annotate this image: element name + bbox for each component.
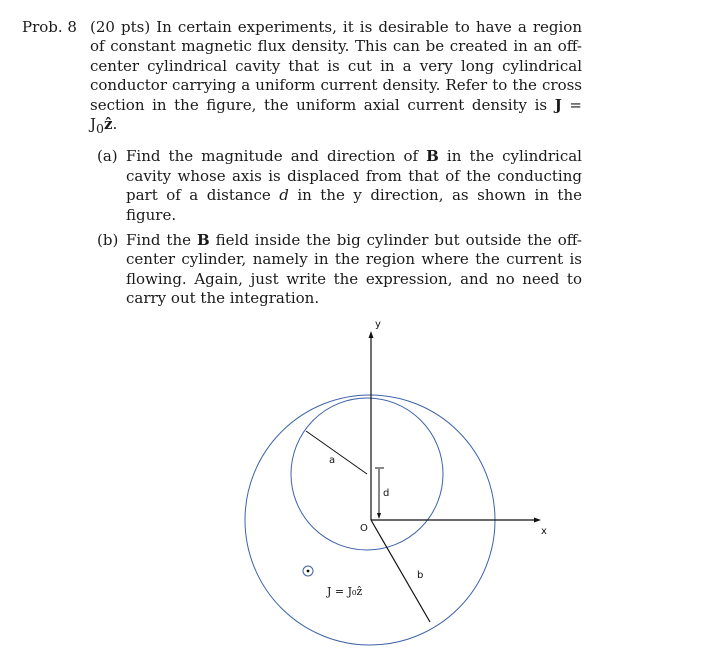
y-axis-arrowhead — [369, 331, 374, 338]
part-b-text-1: Find the — [126, 231, 191, 250]
x-axis-label: x — [541, 526, 547, 537]
offset-label: d — [383, 488, 390, 499]
current-density-period: . — [112, 115, 118, 134]
problem-intro-text: In certain experiments, it is desirable to have a region of constant magnetic flux density. This can be created in an off-center cylindrical cavity that is cut in a very long cylindrical conductor carrying a uniform current density. Refer to the cross section in the figure, the uniform axial current density is — [90, 18, 582, 114]
part-a-text-2: in the cylindrical cavity whose axis is displaced from that of the conducting part of a distance — [126, 147, 582, 205]
big-radius-label: b — [417, 570, 424, 581]
cavity-radius-line — [306, 431, 367, 474]
cavity-radius-label: a — [329, 455, 336, 466]
part-b-text-2: field inside the big cylinder but outside the off-center cylinder, namely in the region where the current is flowing. Again, just write the expression, and no need to carry out the integration. — [126, 231, 582, 308]
part-b-label: (b) — [97, 231, 119, 250]
part-a-label: (a) — [97, 147, 118, 166]
current-density-symbol: J — [554, 95, 562, 114]
offset-dimension-arrowhead — [377, 513, 381, 519]
current-density-eq: = J — [90, 95, 582, 134]
origin-label: O — [360, 523, 368, 534]
problem-points: (20 pts) — [90, 18, 151, 36]
current-density-subscript: 0 — [96, 121, 104, 137]
part-a-b-symbol: B — [426, 147, 439, 166]
current-out-of-page-dot — [307, 570, 310, 573]
part-a-text-3: in the y direction, as shown in the figure. — [126, 186, 582, 224]
y-axis-label: y — [375, 319, 381, 330]
current-density-unit-vector: ẑ — [103, 115, 113, 134]
x-axis-arrowhead — [534, 518, 541, 523]
part-a-d-symbol: d — [279, 186, 289, 205]
current-density-label: J = J₀ẑ — [327, 585, 363, 598]
part-b-b-symbol: B — [196, 231, 210, 250]
part-a-text-1: Find the magnitude and direction of — [126, 147, 419, 166]
problem-label: Prob. 8 — [22, 18, 77, 36]
